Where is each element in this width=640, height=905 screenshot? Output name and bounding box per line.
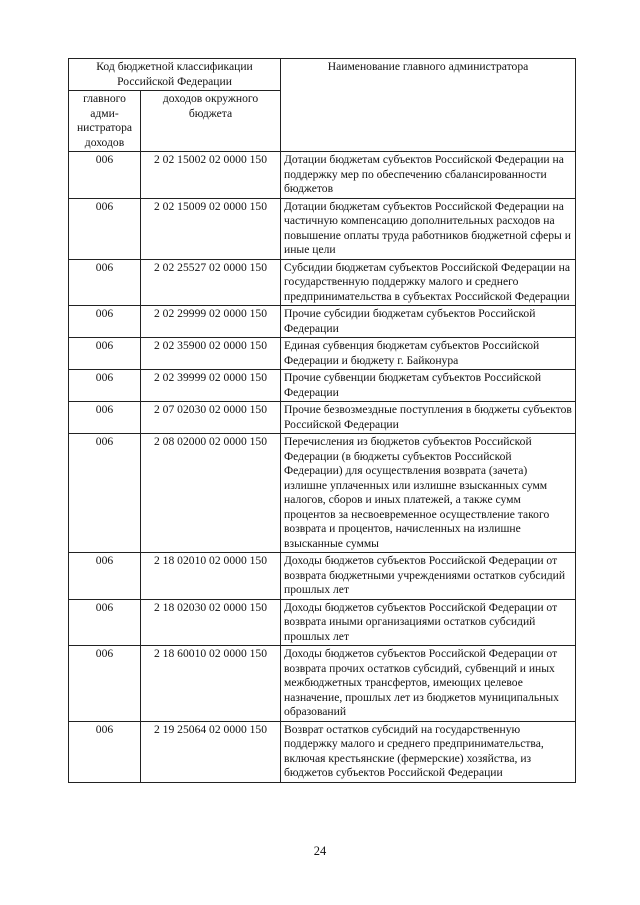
administrator-name-cell: Прочие субвенции бюджетам субъектов Российской Федерации <box>281 370 576 402</box>
table-row <box>69 370 576 402</box>
admin-code-cell: 006 <box>69 198 141 259</box>
administrator-name-cell: Дотации бюджетам субъектов Российской Федерации на частичную компенсацию дополнительных расходов на повышение оплаты труда работников бюджетной сферы и иные цели <box>281 198 576 259</box>
table-row <box>69 338 576 370</box>
admin-code-cell: 006 <box>69 434 141 553</box>
income-code-cell: 2 02 35900 02 0000 150 <box>141 338 281 370</box>
income-code-cell: 2 18 02030 02 0000 150 <box>141 599 281 646</box>
admin-code-cell: 006 <box>69 370 141 402</box>
table-row <box>69 306 576 338</box>
table-row <box>69 721 576 782</box>
header-main-administrator: главного адми-нистратора доходов <box>69 91 141 152</box>
income-code-cell: 2 02 39999 02 0000 150 <box>141 370 281 402</box>
table-row <box>69 152 576 199</box>
admin-code-cell: 006 <box>69 553 141 600</box>
administrator-name-cell: Доходы бюджетов субъектов Российской Федерации от возврата иными организациями остатков субсидий прошлых лет <box>281 599 576 646</box>
admin-code-cell: 006 <box>69 152 141 199</box>
table-row <box>69 553 576 600</box>
admin-code-cell: 006 <box>69 646 141 722</box>
income-code-cell: 2 02 15002 02 0000 150 <box>141 152 281 199</box>
table-row <box>69 434 576 553</box>
table-row <box>69 646 576 722</box>
admin-code-cell: 006 <box>69 338 141 370</box>
income-code-cell: 2 18 60010 02 0000 150 <box>141 646 281 722</box>
administrator-name-cell: Прочие субсидии бюджетам субъектов Российской Федерации <box>281 306 576 338</box>
administrator-name-cell: Единая субвенция бюджетам субъектов Российской Федерации и бюджету г. Байконура <box>281 338 576 370</box>
income-code-cell: 2 02 15009 02 0000 150 <box>141 198 281 259</box>
administrator-name-cell: Субсидии бюджетам субъектов Российской Федерации на государственную поддержку малого и среднего предпринимательства в субъектах Российской Федерации <box>281 259 576 306</box>
budget-classification-table <box>68 58 576 783</box>
income-code-cell: 2 19 25064 02 0000 150 <box>141 721 281 782</box>
income-code-cell: 2 08 02000 02 0000 150 <box>141 434 281 553</box>
income-code-cell: 2 02 29999 02 0000 150 <box>141 306 281 338</box>
administrator-name-cell: Доходы бюджетов субъектов Российской Федерации от возврата прочих остатков субсидий, субвенций и иных межбюджетных трансфертов, имеющих целевое назначение, прошлых лет из бюджетов муниципальных образований <box>281 646 576 722</box>
header-district-income: доходов окружного бюджета <box>141 91 281 152</box>
table-row <box>69 599 576 646</box>
header-classification-code: Код бюджетной классификации Российской Федерации <box>69 59 281 91</box>
income-code-cell: 2 07 02030 02 0000 150 <box>141 402 281 434</box>
admin-code-cell: 006 <box>69 721 141 782</box>
administrator-name-cell: Дотации бюджетам субъектов Российской Федерации на поддержку мер по обеспечению сбалансированности бюджетов <box>281 152 576 199</box>
page-number: 24 <box>313 844 327 858</box>
admin-code-cell: 006 <box>69 402 141 434</box>
administrator-name-cell: Доходы бюджетов субъектов Российской Федерации от возврата бюджетными учреждениями остатков субсидий прошлых лет <box>281 553 576 600</box>
table-body <box>69 152 576 783</box>
administrator-name-cell: Прочие безвозмездные поступления в бюджеты субъектов Российской Федерации <box>281 402 576 434</box>
table-row <box>69 198 576 259</box>
income-code-cell: 2 02 25527 02 0000 150 <box>141 259 281 306</box>
admin-code-cell: 006 <box>69 259 141 306</box>
administrator-name-cell: Перечисления из бюджетов субъектов Российской Федерации (в бюджеты субъектов Российской Федерации) для осуществления возврата (зачета) излишне уплаченных или излишне взысканных сумм налогов, сборов и иных платежей, а также сумм процентов за несвоевременное осуществление такого возврата и процентов, начисленных на излишне взысканные суммы <box>281 434 576 553</box>
header-administrator-name: Наименование главного администратора <box>281 59 576 152</box>
income-code-cell: 2 18 02010 02 0000 150 <box>141 553 281 600</box>
admin-code-cell: 006 <box>69 599 141 646</box>
table-row <box>69 402 576 434</box>
administrator-name-cell: Возврат остатков субсидий на государственную поддержку малого и среднего предпринимательства, включая крестьянские (фермерские) хозяйства, из бюджетов субъектов Российской Федерации <box>281 721 576 782</box>
admin-code-cell: 006 <box>69 306 141 338</box>
table-row <box>69 259 576 306</box>
